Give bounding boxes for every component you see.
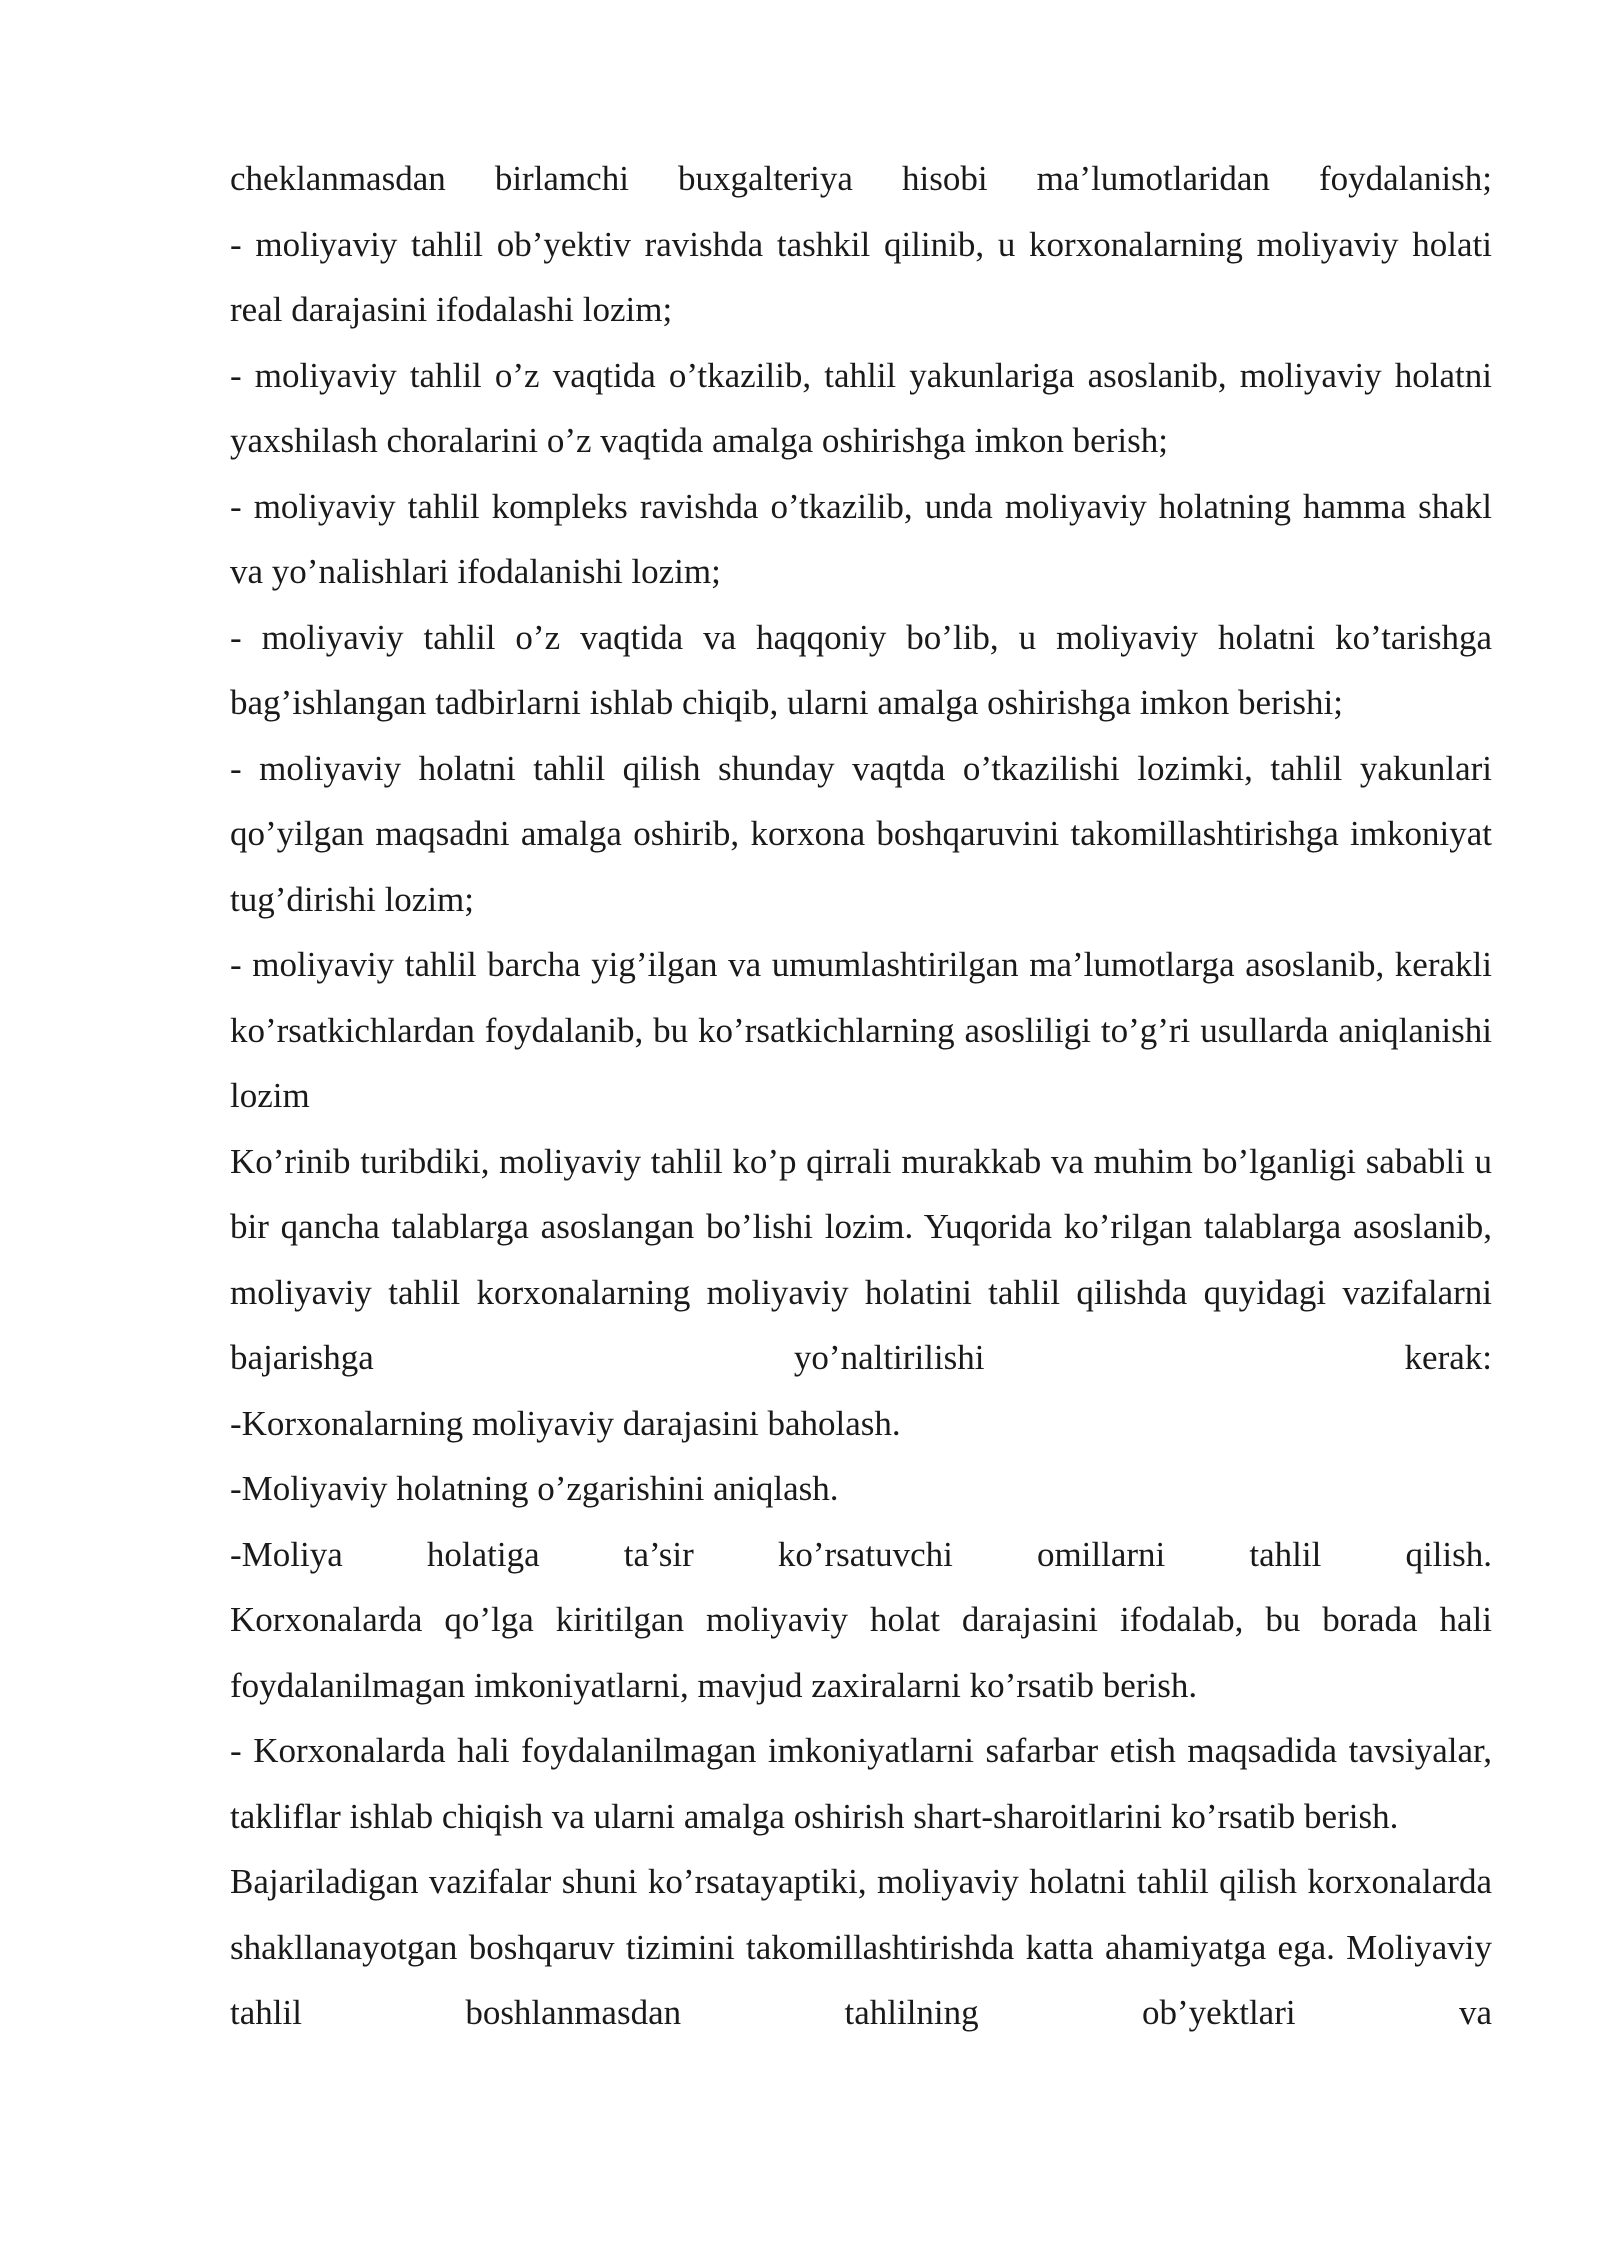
paragraph: - moliyaviy holatni tahlil qilish shunday vaqtda o’tkazilishi lozimki, tahlil yakunlari qo’yilgan maqsadni amalga oshirib, korxona boshqaruvini takomillashtirishga imkoniyat tug’dirishi lozim; [230,748,1492,919]
paragraph: -Moliya holatiga ta’sir ko’rsatuvchi omillarni tahlil qilish. [230,1534,1492,1574]
paragraph: - Korxonalarda hali foydalanilmagan imkoniyatlarni safarbar etish maqsadida tavsiyalar, takliflar ishlab chiqish va ularni amalga oshirish shart-sharoitlarini ko’rsatib berish. [230,1731,1492,1836]
paragraph: - moliyaviy tahlil barcha yig’ilgan va umumlashtirilgan ma’lumotlarga asoslanib, kerakli ko’rsatkichlardan foydalanib, bu ko’rsatkichlarning asosliligi to’g’ri usullarda aniqlanishi lozim [230,945,1492,1115]
paragraph: cheklanmasdan birlamchi buxgalteriya hisobi ma’lumotlaridan foydalanish; [230,159,1492,198]
paragraph: Bajariladigan vazifalar shuni ko’rsatayaptiki, moliyaviy holatni tahlil qilish korxonalarda shakllanayotgan boshqaruv tizimini takomillashtirishda katta ahamiyatga ega. Moliyaviy tahlil boshlanmasdan tahlilning ob’yektlari va [230,1862,1492,2032]
paragraph: Korxonalarda qo’lga kiritilgan moliyaviy holat darajasini ifodalab, bu borada hali foydalanilmagan imkoniyatlarni, mavjud zaxiralarni ko’rsatib berish. [230,1600,1492,1705]
paragraph: -Korxonalarning moliyaviy darajasini baholash. [230,1403,901,1443]
paragraph: - moliyaviy tahlil kompleks ravishda o’tkazilib, unda moliyaviy holatning hamma shakl va yo’nalishlari ifodalanishi lozim; [230,486,1492,591]
paragraph: - moliyaviy tahlil ob’yektiv ravishda tashkil qilinib, u korxonalarning moliyaviy holati real darajasini ifodalashi lozim; [230,224,1492,329]
paragraph: Ko’rinib turibdiki, moliyaviy tahlil ko’p qirrali murakkab va muhim bo’lganligi sababli u bir qancha talablarga asoslangan bo’lishi lozim. Yuqorida ko’rilgan talablarga asoslanib, moliyaviy tahlil korxonalarning moliyaviy holatini tahlil qilishda quyidagi vazifalarni bajarishga yo’naltirilishi kerak: [230,1141,1492,1377]
paragraph: - moliyaviy tahlil o’z vaqtida o’tkazilib, tahlil yakunlariga asoslanib, moliyaviy holatni yaxshilash choralarini o’z vaqtida amalga oshirishga imkon berish; [230,355,1492,460]
paragraph: - moliyaviy tahlil o’z vaqtida va haqqoniy bo’lib, u moliyaviy holatni ko’tarishga bag’ishlangan tadbirlarni ishlab chiqib, ularni amalga oshirishga imkon berishi; [230,617,1492,722]
document-body [230,146,1492,2046]
paragraph: -Moliyaviy holatning o’zgarishini aniqlash. [230,1469,839,1508]
